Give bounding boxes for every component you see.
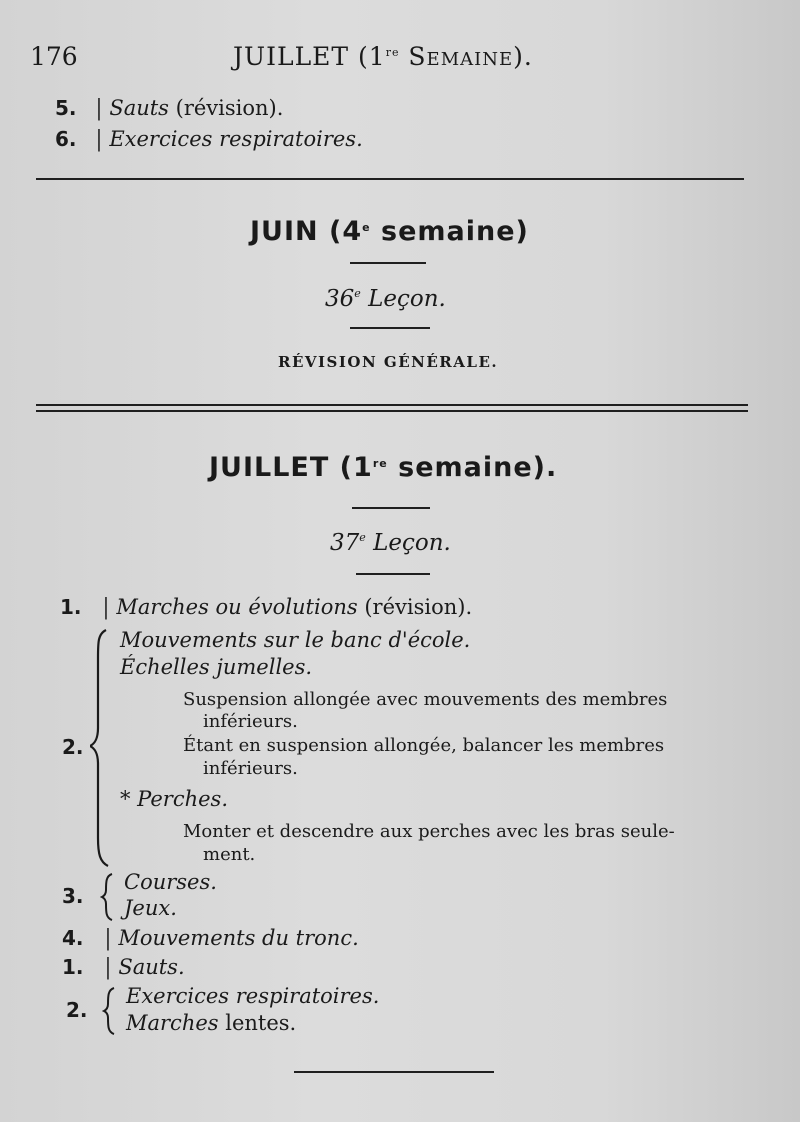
item-3-line-b: Jeux. — [124, 896, 177, 920]
item-number: 2. — [62, 735, 84, 759]
page-number: 176 — [30, 42, 78, 71]
section-divider — [36, 178, 744, 180]
item-number: 5. — [55, 96, 77, 120]
short-rule — [352, 507, 430, 509]
revision-subtitle: RÉVISION GÉNÉRALE. — [278, 353, 499, 371]
short-rule — [350, 327, 430, 329]
closing-rule — [294, 1071, 494, 1073]
running-title-sup: re — [385, 46, 400, 59]
separator-bar: | — [104, 955, 112, 980]
title-end: semaine) — [370, 216, 529, 247]
item-number: 1. — [62, 955, 84, 979]
lesson-sup: e — [354, 287, 361, 300]
item-2-perches: * Perches. — [120, 787, 228, 811]
running-title-main: JUILLET (1 — [233, 42, 386, 71]
double-divider-bottom — [36, 410, 748, 412]
item-2-sub-a1: Suspension allongée avec mouvements des membres — [183, 689, 668, 710]
item-text-italic: Marches — [126, 1011, 219, 1035]
double-divider-top — [36, 404, 748, 406]
carryover-item-6 — [55, 127, 363, 152]
small-brace — [100, 872, 116, 922]
lesson-heading-37 — [330, 530, 451, 556]
running-title-end: Semaine). — [399, 42, 533, 71]
short-rule — [356, 573, 430, 575]
item-number: 1. — [60, 595, 82, 619]
title-end: semaine). — [387, 452, 558, 483]
lesson-item-1 — [60, 595, 472, 620]
item-2-line-a: Mouvements sur le banc d'école. — [120, 628, 471, 652]
item-text: (révision). — [168, 96, 284, 120]
carryover-item-5 — [55, 96, 283, 121]
large-brace — [90, 628, 120, 868]
item-text-italic: Marches ou évolutions — [116, 595, 358, 619]
item-number: 6. — [55, 127, 77, 151]
title-sup: re — [372, 457, 388, 470]
title-main: JUILLET (1 — [209, 452, 373, 483]
lesson-item-4 — [62, 926, 359, 951]
lesson-sup: e — [359, 531, 366, 544]
item-text: lentes. — [218, 1011, 297, 1035]
lesson-number: 37 — [330, 530, 360, 556]
item-text: (révision). — [357, 595, 473, 619]
lesson-word: Leçon. — [365, 530, 451, 556]
item-6-line-a: Exercices respiratoires. — [126, 984, 380, 1008]
item-2-sub-c1: Monter et descendre aux perches avec les bras seule- — [183, 821, 675, 842]
separator-bar: | — [95, 96, 103, 121]
lesson-number: 36 — [325, 286, 355, 312]
item-number: 4. — [62, 926, 84, 950]
item-2-sub-b2: inférieurs. — [203, 758, 298, 779]
item-2-sub-b1: Étant en suspension allongée, balancer les membres — [183, 735, 665, 756]
title-main: JUIN (4 — [250, 216, 363, 247]
running-title — [233, 42, 533, 71]
item-2-line-b: Échelles jumelles. — [120, 655, 313, 679]
short-rule — [350, 262, 426, 264]
item-number: 3. — [62, 884, 84, 908]
item-text-italic: Sauts. — [118, 955, 185, 979]
item-3-line-a: Courses. — [124, 870, 217, 894]
separator-bar: | — [102, 595, 110, 620]
item-6-line-b — [126, 1011, 296, 1035]
item-text-italic: Sauts — [109, 96, 169, 120]
section-title-juin — [250, 216, 529, 247]
item-text-italic: Exercices respiratoires. — [109, 127, 363, 151]
small-brace — [102, 986, 118, 1036]
separator-bar: | — [104, 926, 112, 951]
title-sup: e — [362, 221, 371, 234]
item-text-italic: Mouvements du tronc. — [118, 926, 359, 950]
lesson-item-5 — [62, 955, 185, 980]
item-number: 2. — [66, 998, 88, 1022]
item-2-sub-c2: ment. — [203, 844, 256, 865]
item-2-sub-a2: inférieurs. — [203, 711, 298, 732]
separator-bar: | — [95, 127, 103, 152]
section-title-juillet — [209, 452, 557, 483]
lesson-word: Leçon. — [360, 286, 446, 312]
lesson-heading-36 — [325, 286, 446, 312]
